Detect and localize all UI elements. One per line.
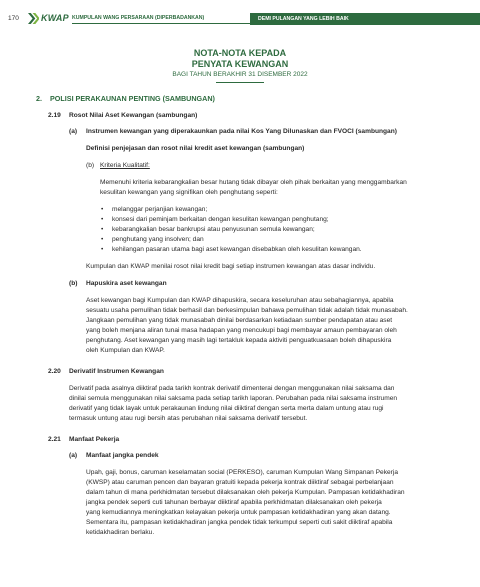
section-number: 2. [36,94,42,103]
tagline: DEMI PULANGAN YANG LEBIH BAIK [258,16,349,22]
writeoff-label: (b) [69,280,78,287]
criteria-intro-line: Memenuhi kriteria kebarangkalian besar hutang tidak dibayar oleh pihak berkaitan yang menggambarkan [100,179,407,186]
bullet-item: • penghutang yang insolven; dan [112,235,204,245]
benefits-body-line: jangka pendek seperti cuti tahunan berbayar diiktiraf apabila perkhidmatan dilaksanakan oleh pekerja [86,499,382,506]
bullet-item: • konsesi dari peminjam berkaitan dengan kesulitan kewangan penghutang; [112,215,329,225]
page-title-line1: NOTA-NOTA KEPADA [193,48,287,58]
writeoff-body-line: sesuatu usaha pemulihan tidak berhasil dan berkesimpulan bahawa pemulihan tidak adalah tidak munasabah. [86,307,408,314]
benefits-body-line: (KWSP) atau caruman pencen dan bayaran gratuiti kepada pekerja kontrak diiktiraf sebagai perbelanjaan [86,479,394,486]
note-2-19-number: 2.19 [48,112,61,119]
note-2-20-body-line: Derivatif pada asalnya diiktiraf pada tarikh kontrak derivatif dimenterai dengan menggunakan nilai saksama dan [69,385,395,392]
benefits-body-line: Upah, gaji, bonus, caruman keselamatan social (PERKESO), caruman Kumpulan Wang Simpanan Pekerja [86,469,399,476]
note-2-20-body-line: derivatif yang tidak layak untuk perakaunan lindung nilai diiktiraf dengan serta merta dalam untung atau rugi [69,405,384,412]
section-heading [36,94,215,104]
page-number: 170 [8,15,19,22]
benefits-body-line: yang kemudiannya meningkatkan kelayakan pekerja untuk pampasan ketidakhadiran yang akan datang. [86,509,391,516]
note-2-19-title: Rosot Nilai Aset Kewangan (sambungan) [69,112,198,119]
kwap-logo-icon [28,13,39,24]
writeoff-body-line: yang boleh menjana aliran tunai masa hadapan yang mencukupi bagi membayar amaun pembayaran oleh [86,327,397,334]
header-rule [72,23,250,24]
benefits-body-line: ketidakhadiran berlaku. [86,529,155,536]
criteria-label: (b) [86,162,95,169]
writeoff-body-line: Aset kewangan bagi Kumpulan dan KWAP dihapuskira, secara keseluruhan atau sebahagiannya, apabila [86,297,394,304]
logo-wordmark: KWAP [41,13,69,23]
kwap-logo [28,12,69,24]
note-2-21-number: 2.21 [48,436,61,443]
org-name: KUMPULAN WANG PERSARAAN (DIPERBADANKAN) [72,15,205,21]
tagline-banner [250,13,480,25]
page-title-line2: PENYATA KEWANGAN [191,59,289,69]
writeoff-body-line: oleh Kumpulan dan KWAP. [86,347,165,354]
bullet-item: • kebarangkalian besar bankrupsi atau penyusunan semula kewangan; [112,225,315,235]
note-2-21-title: Manfaat Pekerja [69,436,120,443]
benefits-a-label: (a) [69,452,78,459]
writeoff-title: Hapuskira aset kewangan [86,280,167,287]
page-header [0,0,480,34]
subsection-a-label: (a) [69,128,78,135]
subsection-a-title: Instrumen kewangan yang diperakaunkan pada nilai Kos Yang Dilunaskan dan FVOCI (sambungan) [86,128,397,135]
section-title: POLISI PERAKAUNAN PENTING (SAMBUNGAN) [50,94,215,103]
page-subtitle: BAGI TAHUN BERAKHIR 31 DISEMBER 2022 [172,71,308,78]
bullet-item: • melanggar perjanjian kewangan; [112,205,207,215]
benefits-a-title: Manfaat jangka pendek [86,452,159,459]
title-underline [216,82,264,83]
criteria-intro-line: kesulitan kewangan yang signifikan oleh penghutang seperti: [100,189,278,196]
criteria-outro: Kumpulan dan KWAP menilai rosot nilai kredit bagi setiap instrumen kewangan atas dasar individu. [86,263,376,270]
note-2-20-number: 2.20 [48,368,61,375]
benefits-body-line: dalam tahun di mana perkhidmatan tersebut dilaksanakan oleh pekerja Kumpulan. Pampasan ketidakhadiran [86,489,405,496]
writeoff-body-line: penghutang. Aset kewangan yang masih lagi tertakluk kepada aktiviti penguatkuasaan boleh dihapuskira [86,337,392,344]
criteria-title: Kriteria Kualitatif: [100,162,150,169]
note-2-20-body-line: dinilai semula menggunakan nilai saksama pada setiap tarikh laporan. Perubahan pada nilai saksama instrumen [69,395,398,402]
benefits-body-line: Sementara itu, pampasan ketidakhadiran jangka pendek tidak terkumpul seperti cuti sakit diiktiraf apabila [86,519,393,526]
definition-title: Definisi penjejasan dan rosot nilai kredit aset kewangan (sambungan) [86,145,305,152]
note-2-20-body-line: termasuk untung atau rugi bersih atas perubahan nilai saksama derivatif tersebut. [69,415,308,422]
bullet-item: • kehilangan pasaran utama bagi aset kewangan disebabkan oleh kesulitan kewangan. [112,245,362,255]
writeoff-body-line: Jangkaan pemulihan yang tidak munasabah dinilai berdasarkan ketiadaan sumber pendapatan atau aset [86,317,393,324]
note-2-20-title: Derivatif Instrumen Kewangan [69,368,164,375]
